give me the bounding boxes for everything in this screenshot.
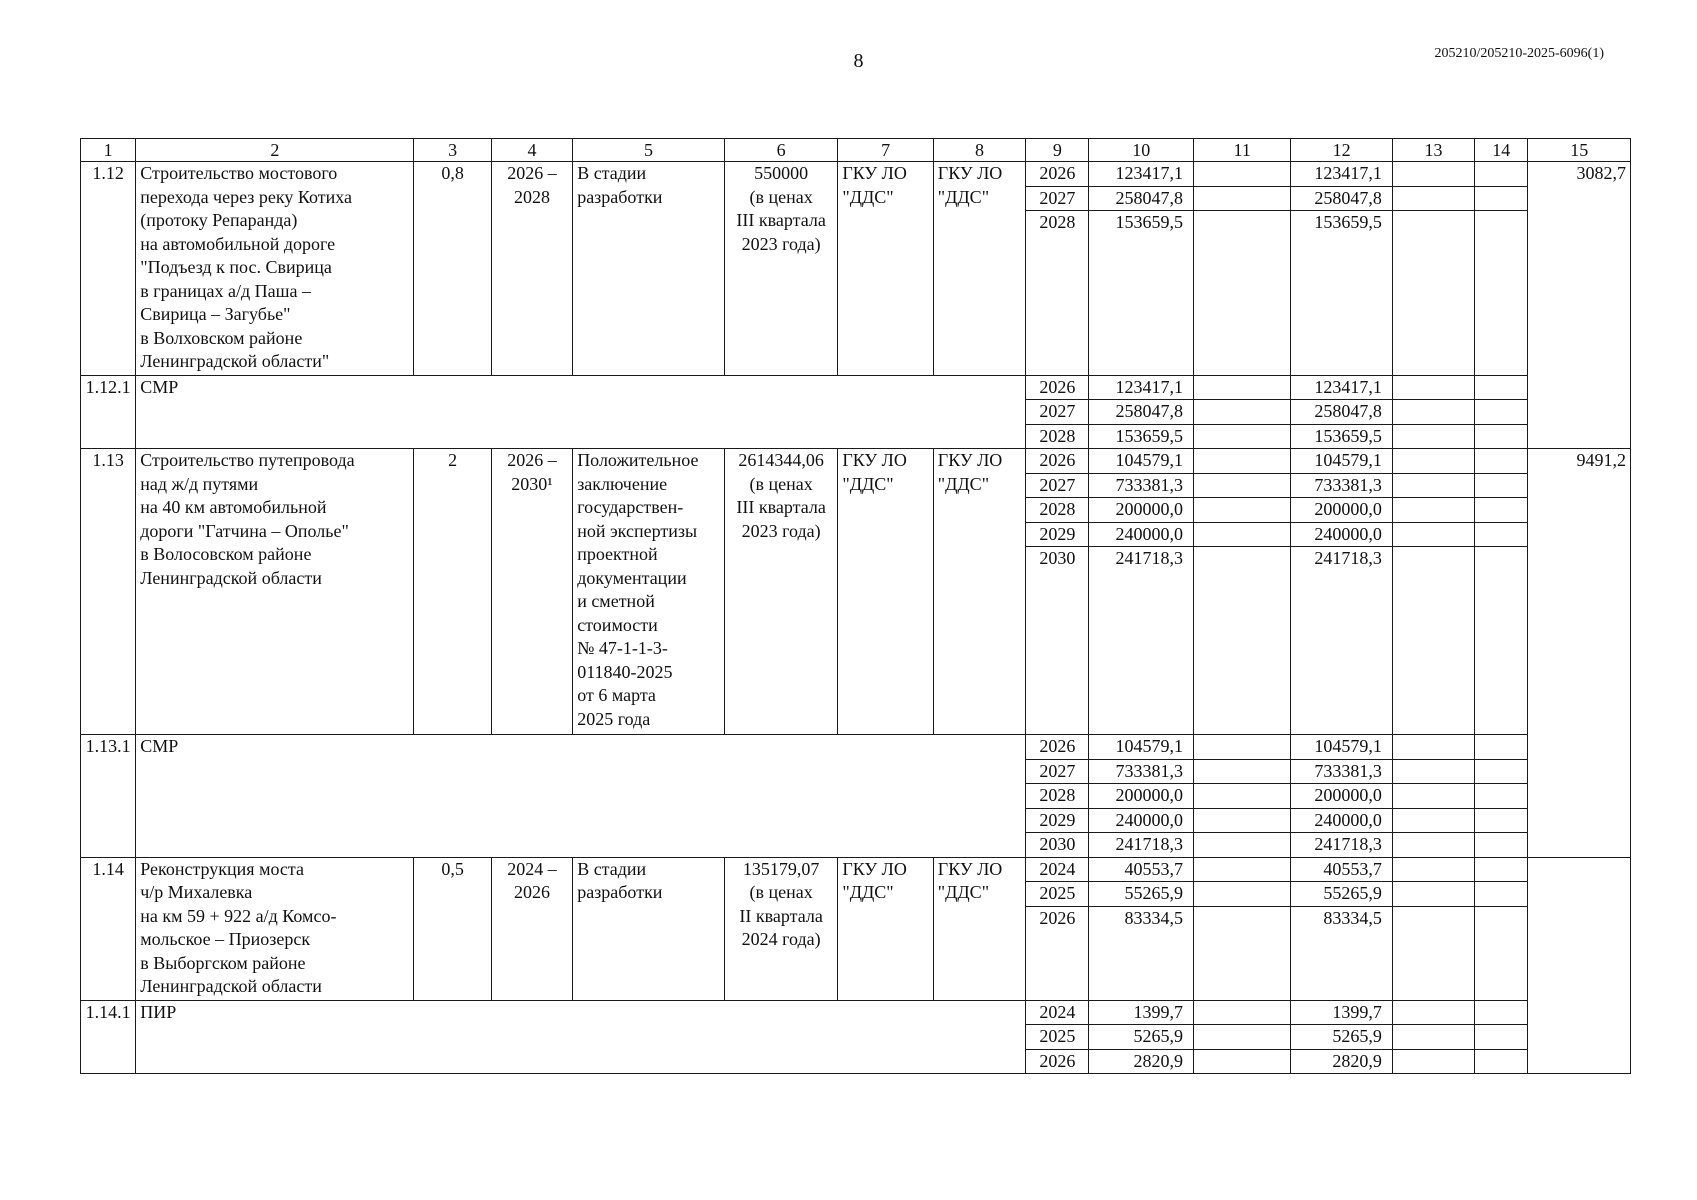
- subitem-row: [81, 735, 1631, 760]
- item-capacity: 2: [414, 449, 491, 735]
- year-cell: 2027: [1026, 759, 1089, 784]
- cell-line: Свирица – Загубье": [140, 304, 291, 324]
- col11-value: [1193, 784, 1290, 809]
- column-header-9: 9: [1026, 139, 1089, 162]
- col12-value: 200000,0: [1291, 498, 1392, 523]
- cell-line: 2024 –: [507, 858, 557, 879]
- cell-line: мольское – Приозерск: [140, 929, 311, 949]
- col10-value: 123417,1: [1089, 375, 1193, 400]
- item-status: [573, 449, 725, 735]
- cell-line: заключение: [577, 473, 668, 494]
- col11-value: [1193, 400, 1290, 425]
- cell-line: Ленинградской области: [140, 976, 322, 996]
- year-cell: 2026: [1026, 906, 1089, 1000]
- col13-value: [1392, 735, 1474, 760]
- col12-value: 153659,5: [1291, 211, 1392, 376]
- program-table: [80, 138, 1631, 1074]
- col14-value: [1475, 186, 1528, 211]
- cell-line: Ленинградской области": [140, 351, 330, 371]
- col14-value: [1475, 882, 1528, 907]
- cell-line: ГКУ ЛО: [937, 163, 1003, 183]
- col13-value: [1392, 759, 1474, 784]
- cell-line: "ДДС": [937, 473, 990, 494]
- cell-line: (в ценах: [749, 882, 813, 902]
- cell-line: на км 59 + 922 а/д Комсо-: [140, 905, 337, 926]
- col10-value: 258047,8: [1089, 186, 1193, 211]
- col13-value: [1392, 1025, 1474, 1050]
- cell-line: В стадии: [577, 858, 647, 879]
- item-col15: [1528, 857, 1631, 1074]
- cell-line: ГКУ ЛО: [937, 450, 1003, 470]
- cell-line: (в ценах: [749, 473, 813, 494]
- subitem-number: 1.12.1: [81, 375, 136, 449]
- cell-line: над ж/д путями: [140, 473, 259, 494]
- item-col15: 3082,7: [1528, 162, 1631, 449]
- cell-line: "ДДС": [937, 882, 990, 902]
- col11-value: [1193, 375, 1290, 400]
- col12-value: 104579,1: [1291, 735, 1392, 760]
- item-cost: [724, 449, 838, 735]
- col12-value: 104579,1: [1291, 449, 1392, 474]
- year-cell: 2027: [1026, 473, 1089, 498]
- col14-value: [1475, 1000, 1528, 1025]
- col10-value: 153659,5: [1089, 424, 1193, 449]
- column-header-12: 12: [1291, 139, 1392, 162]
- col11-value: [1193, 498, 1290, 523]
- cell-line: Реконструкция моста: [140, 858, 304, 879]
- col10-value: 241718,3: [1089, 833, 1193, 858]
- col14-value: [1475, 808, 1528, 833]
- col10-value: 2820,9: [1089, 1049, 1193, 1074]
- column-header-15: 15: [1528, 139, 1631, 162]
- column-header-1: 1: [81, 139, 136, 162]
- cell-line: III квартала: [736, 210, 826, 230]
- col11-value: [1193, 857, 1290, 882]
- column-header-5: 5: [573, 139, 725, 162]
- col10-value: 241718,3: [1089, 547, 1193, 735]
- col13-value: [1392, 211, 1474, 376]
- item-number: 1.14: [81, 857, 136, 1000]
- year-cell: 2026: [1026, 162, 1089, 187]
- year-cell: 2024: [1026, 857, 1089, 882]
- col11-value: [1193, 1049, 1290, 1074]
- cell-line: 2030¹: [511, 473, 553, 494]
- cell-line: в Волосовском районе: [140, 544, 312, 564]
- year-cell: 2026: [1026, 1049, 1089, 1074]
- col14-value: [1475, 759, 1528, 784]
- col13-value: [1392, 498, 1474, 523]
- cell-line: В стадии: [577, 163, 647, 183]
- year-cell: 2027: [1026, 400, 1089, 425]
- col10-value: 40553,7: [1089, 857, 1193, 882]
- cell-line: Строительство путепровода: [140, 450, 355, 470]
- item-cost: [724, 162, 838, 376]
- col10-value: 200000,0: [1089, 784, 1193, 809]
- col14-value: [1475, 784, 1528, 809]
- col12-value: 153659,5: [1291, 424, 1392, 449]
- col11-value: [1193, 162, 1290, 187]
- col12-value: 40553,7: [1291, 857, 1392, 882]
- item-developer: [933, 162, 1025, 376]
- col14-value: [1475, 547, 1528, 735]
- col13-value: [1392, 522, 1474, 547]
- col14-value: [1475, 498, 1528, 523]
- cell-line: Строительство мостового: [140, 163, 338, 183]
- col10-value: 733381,3: [1089, 759, 1193, 784]
- cell-line: ной экспертизы: [577, 520, 698, 541]
- col14-value: [1475, 375, 1528, 400]
- item-customer: [838, 162, 933, 376]
- cell-line: 2026: [514, 882, 550, 902]
- col11-value: [1193, 808, 1290, 833]
- col12-value: 1399,7: [1291, 1000, 1392, 1025]
- col12-value: 2820,9: [1291, 1049, 1392, 1074]
- cell-line: "ДДС": [842, 186, 894, 207]
- cell-line: Положительное: [577, 450, 699, 470]
- item-status: [573, 162, 725, 376]
- col12-value: 123417,1: [1291, 162, 1392, 187]
- subitem-row: [81, 375, 1631, 400]
- col11-value: [1193, 186, 1290, 211]
- item-row: [81, 162, 1631, 187]
- col10-value: 104579,1: [1089, 735, 1193, 760]
- cell-line: 135179,07: [742, 858, 820, 879]
- col12-value: 240000,0: [1291, 522, 1392, 547]
- item-capacity: 0,5: [414, 857, 491, 1000]
- col11-value: [1193, 449, 1290, 474]
- col12-value: 733381,3: [1291, 473, 1392, 498]
- col12-value: 258047,8: [1291, 186, 1392, 211]
- subitem-name: СМР: [136, 735, 1026, 858]
- col14-value: [1475, 424, 1528, 449]
- cell-line: 2024 года): [741, 929, 821, 949]
- year-cell: 2026: [1026, 735, 1089, 760]
- cell-line: 2023 года): [741, 233, 821, 254]
- item-status: [573, 857, 725, 1000]
- col12-value: 241718,3: [1291, 547, 1392, 735]
- cell-line: проектной: [577, 544, 658, 564]
- year-cell: 2029: [1026, 522, 1089, 547]
- cell-line: III квартала: [736, 497, 826, 517]
- cell-line: и сметной: [577, 591, 655, 611]
- cell-line: 2025 года: [577, 708, 651, 729]
- subitem-name: ПИР: [136, 1000, 1026, 1074]
- year-cell: 2030: [1026, 833, 1089, 858]
- item-developer: [933, 857, 1025, 1000]
- cell-line: "ДДС": [937, 186, 990, 207]
- cell-line: (в ценах: [749, 186, 813, 207]
- col14-value: [1475, 473, 1528, 498]
- header-row: [81, 139, 1631, 162]
- cell-line: ГКУ ЛО: [842, 858, 907, 879]
- item-period: [491, 857, 572, 1000]
- year-cell: 2028: [1026, 784, 1089, 809]
- cell-line: "Подъезд к пос. Свирица: [140, 257, 332, 277]
- column-header-4: 4: [491, 139, 572, 162]
- item-cost: [724, 857, 838, 1000]
- cell-line: разработки: [577, 186, 663, 207]
- year-cell: 2028: [1026, 498, 1089, 523]
- column-header-7: 7: [838, 139, 933, 162]
- col13-value: [1392, 784, 1474, 809]
- col13-value: [1392, 449, 1474, 474]
- subitem-name: СМР: [136, 375, 1026, 449]
- col13-value: [1392, 375, 1474, 400]
- col13-value: [1392, 857, 1474, 882]
- col10-value: 83334,5: [1089, 906, 1193, 1000]
- col14-value: [1475, 449, 1528, 474]
- col12-value: 258047,8: [1291, 400, 1392, 425]
- item-col15: 9491,2: [1528, 449, 1631, 858]
- col14-value: [1475, 833, 1528, 858]
- cell-line: 550000: [754, 163, 809, 183]
- col11-value: [1193, 833, 1290, 858]
- col13-value: [1392, 424, 1474, 449]
- col14-value: [1475, 522, 1528, 547]
- cell-line: государствен-: [577, 497, 684, 517]
- item-number: 1.12: [81, 162, 136, 376]
- cell-line: в границах а/д Паша –: [140, 280, 311, 301]
- cell-line: перехода через реку Котиха: [140, 186, 353, 207]
- col13-value: [1392, 1049, 1474, 1074]
- col11-value: [1193, 735, 1290, 760]
- cell-line: Ленинградской области: [140, 567, 322, 588]
- column-header-11: 11: [1193, 139, 1290, 162]
- year-cell: 2028: [1026, 424, 1089, 449]
- cell-line: на автомобильной дороге: [140, 233, 336, 254]
- col10-value: 240000,0: [1089, 808, 1193, 833]
- col12-value: 123417,1: [1291, 375, 1392, 400]
- col13-value: [1392, 906, 1474, 1000]
- column-header-10: 10: [1089, 139, 1193, 162]
- item-customer: [838, 449, 933, 735]
- col10-value: 258047,8: [1089, 400, 1193, 425]
- cell-line: ч/р Михалевка: [140, 882, 253, 902]
- item-developer: [933, 449, 1025, 735]
- year-cell: 2027: [1026, 186, 1089, 211]
- col13-value: [1392, 162, 1474, 187]
- year-cell: 2026: [1026, 449, 1089, 474]
- item-customer: [838, 857, 933, 1000]
- column-header-13: 13: [1392, 139, 1474, 162]
- cell-line: 2614344,06: [738, 450, 824, 470]
- cell-line: "ДДС": [842, 473, 894, 494]
- col14-value: [1475, 162, 1528, 187]
- year-cell: 2030: [1026, 547, 1089, 735]
- year-cell: 2028: [1026, 211, 1089, 376]
- col12-value: 55265,9: [1291, 882, 1392, 907]
- year-cell: 2024: [1026, 1000, 1089, 1025]
- col14-value: [1475, 735, 1528, 760]
- col10-value: 104579,1: [1089, 449, 1193, 474]
- col11-value: [1193, 1000, 1290, 1025]
- year-cell: 2029: [1026, 808, 1089, 833]
- col14-value: [1475, 400, 1528, 425]
- col11-value: [1193, 1025, 1290, 1050]
- column-header-3: 3: [414, 139, 491, 162]
- cell-line: от 6 марта: [577, 685, 656, 705]
- col10-value: 5265,9: [1089, 1025, 1193, 1050]
- col14-value: [1475, 211, 1528, 376]
- col11-value: [1193, 547, 1290, 735]
- subitem-row: [81, 1000, 1631, 1025]
- col13-value: [1392, 400, 1474, 425]
- document-id: 205210/205210-2025-6096(1): [1434, 46, 1604, 61]
- cell-line: ГКУ ЛО: [842, 163, 907, 183]
- year-cell: 2026: [1026, 375, 1089, 400]
- cell-line: 2023 года): [741, 520, 821, 541]
- col11-value: [1193, 522, 1290, 547]
- item-capacity: 0,8: [414, 162, 491, 376]
- col11-value: [1193, 882, 1290, 907]
- column-header-14: 14: [1475, 139, 1528, 162]
- cell-line: стоимости: [577, 614, 658, 635]
- col12-value: 83334,5: [1291, 906, 1392, 1000]
- column-header-8: 8: [933, 139, 1025, 162]
- cell-line: II квартала: [739, 905, 823, 926]
- item-name: [136, 449, 414, 735]
- col14-value: [1475, 906, 1528, 1000]
- column-header-6: 6: [724, 139, 838, 162]
- cell-line: ГКУ ЛО: [842, 450, 907, 470]
- item-name: [136, 857, 414, 1000]
- cell-line: на 40 км автомобильной: [140, 497, 327, 517]
- item-number: 1.13: [81, 449, 136, 735]
- subitem-number: 1.14.1: [81, 1000, 136, 1074]
- page-number: 8: [853, 50, 864, 72]
- col10-value: 55265,9: [1089, 882, 1193, 907]
- cell-line: разработки: [577, 882, 663, 902]
- col14-value: [1475, 1025, 1528, 1050]
- cell-line: 2028: [514, 186, 550, 207]
- col11-value: [1193, 473, 1290, 498]
- subitem-number: 1.13.1: [81, 735, 136, 858]
- col12-value: 733381,3: [1291, 759, 1392, 784]
- col12-value: 241718,3: [1291, 833, 1392, 858]
- col13-value: [1392, 473, 1474, 498]
- item-row: [81, 449, 1631, 474]
- col11-value: [1193, 424, 1290, 449]
- cell-line: 2026 –: [507, 450, 557, 470]
- col12-value: 5265,9: [1291, 1025, 1392, 1050]
- col11-value: [1193, 211, 1290, 376]
- col10-value: 123417,1: [1089, 162, 1193, 187]
- col13-value: [1392, 833, 1474, 858]
- cell-line: дороги "Гатчина – Ополье": [140, 520, 349, 541]
- col12-value: 240000,0: [1291, 808, 1392, 833]
- cell-line: ГКУ ЛО: [937, 858, 1003, 879]
- cell-line: "ДДС": [842, 882, 894, 902]
- col13-value: [1392, 882, 1474, 907]
- item-period: [491, 449, 572, 735]
- col10-value: 733381,3: [1089, 473, 1193, 498]
- col10-value: 1399,7: [1089, 1000, 1193, 1025]
- column-header-2: 2: [136, 139, 414, 162]
- year-cell: 2025: [1026, 1025, 1089, 1050]
- cell-line: в Выборгском районе: [140, 952, 306, 973]
- item-period: [491, 162, 572, 376]
- col11-value: [1193, 906, 1290, 1000]
- cell-line: № 47-1-1-3-: [577, 638, 668, 658]
- cell-line: документации: [577, 567, 687, 588]
- col13-value: [1392, 547, 1474, 735]
- cell-line: (протоку Репаранда): [140, 210, 298, 230]
- col14-value: [1475, 1049, 1528, 1074]
- item-name: [136, 162, 414, 376]
- col13-value: [1392, 1000, 1474, 1025]
- cell-line: в Волховском районе: [140, 327, 303, 348]
- col10-value: 153659,5: [1089, 211, 1193, 376]
- col13-value: [1392, 808, 1474, 833]
- cell-line: 011840-2025: [577, 661, 673, 682]
- col14-value: [1475, 857, 1528, 882]
- cell-line: 2026 –: [507, 163, 557, 183]
- item-row: [81, 857, 1631, 882]
- col10-value: 240000,0: [1089, 522, 1193, 547]
- col10-value: 200000,0: [1089, 498, 1193, 523]
- col12-value: 200000,0: [1291, 784, 1392, 809]
- col11-value: [1193, 759, 1290, 784]
- year-cell: 2025: [1026, 882, 1089, 907]
- col13-value: [1392, 186, 1474, 211]
